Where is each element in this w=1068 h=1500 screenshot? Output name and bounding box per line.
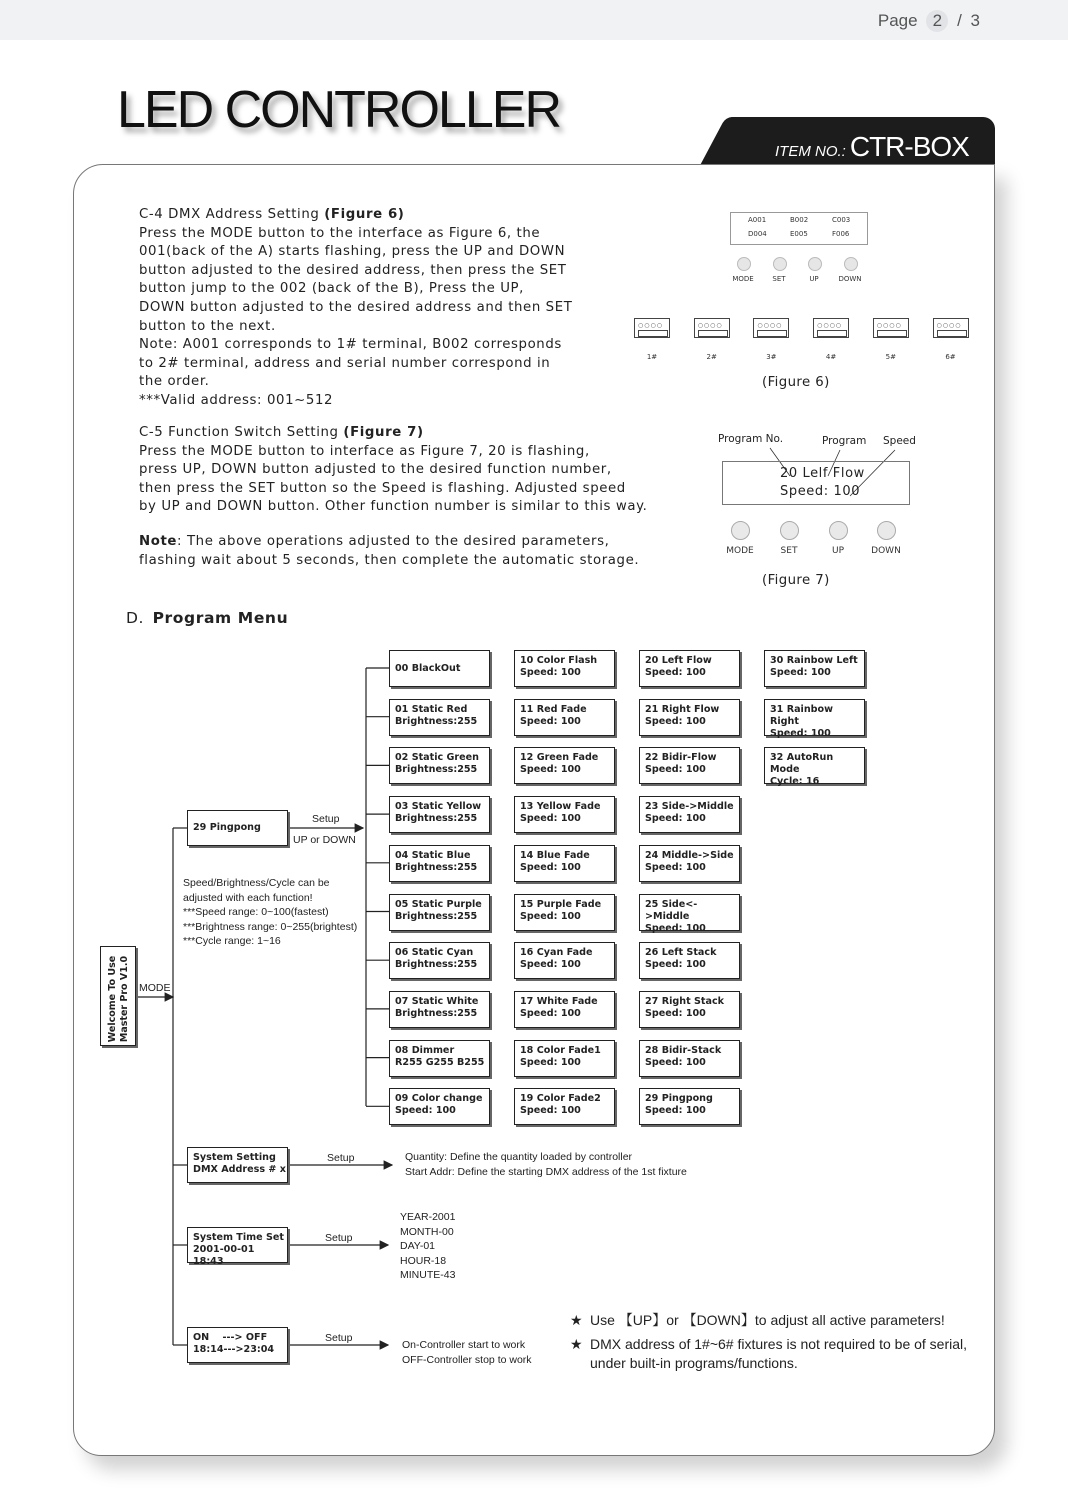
program-param: Brightness:255	[395, 959, 478, 971]
program-name: 25 Side<->Middle	[645, 898, 698, 922]
on-off-box	[187, 1327, 288, 1363]
program-param: Brightness:255	[395, 764, 478, 776]
speed-range-note	[183, 876, 357, 949]
program-name: 10 Color Flash	[520, 655, 598, 666]
program-box	[639, 796, 740, 833]
program-box	[389, 650, 490, 687]
program-name: 32 AutoRun Mode	[770, 752, 834, 776]
on-off-note	[402, 1338, 532, 1367]
program-param: Speed: 100	[645, 1105, 706, 1117]
speed-note-line-4: ***Brightness range: 0~255(brightest)	[183, 920, 358, 933]
welcome-box	[100, 946, 136, 1046]
c4-number: C-4	[139, 207, 164, 222]
time-day: DAY-01	[400, 1240, 436, 1252]
system-setting-box	[187, 1147, 288, 1183]
program-name: 04 Static Blue	[395, 849, 471, 861]
program-box	[639, 894, 740, 934]
item-label: ITEM NO.:	[775, 143, 846, 160]
fig6-address: B002	[790, 216, 809, 224]
program-name: 31 Rainbow Right	[770, 703, 833, 727]
program-box	[639, 991, 740, 1028]
program-param: Speed: 100	[520, 861, 581, 873]
program-name: 11 Red Fade	[520, 703, 587, 715]
program-name: 14 Blue Fade	[520, 849, 590, 861]
terminal-pins: ○○○○	[936, 322, 962, 329]
fig6-button-label: DOWN	[838, 275, 862, 283]
c4-line: Press the MODE button to the interface as Figure 6, the	[139, 225, 541, 241]
program-name: 22 Bidir-Flow	[645, 752, 717, 764]
system-time-setup-label: Setup	[325, 1232, 353, 1244]
speed-note-line-5: ***Cycle range: 1~16	[183, 935, 281, 947]
program-param: Speed: 100	[395, 1105, 456, 1117]
program-param: Speed: 100	[645, 1056, 706, 1068]
program-name: 18 Color Fade1	[520, 1044, 601, 1056]
fig7-label-program: Program	[822, 435, 867, 447]
fig6-address: C003	[832, 216, 851, 224]
fig6-button-label: UP	[809, 275, 819, 283]
terminal-pins: ○○○○	[697, 322, 723, 329]
program-box	[389, 845, 490, 882]
program-box	[514, 845, 615, 882]
program-param: Speed: 100	[645, 667, 706, 678]
program-param: Brightness:255	[395, 1007, 478, 1019]
program-box	[514, 991, 615, 1028]
program-param: Brightness:255	[395, 813, 478, 825]
c5-line: then press the SET button so the Speed is flashing. Adjusted speed	[139, 480, 626, 496]
program-name: 29 Pingpong	[645, 1093, 713, 1105]
program-param: R255 G255 B255	[395, 1056, 485, 1068]
program-param: Brightness:255	[395, 715, 478, 727]
fig7-display-line-2: Speed: 100	[780, 484, 861, 499]
pingpong-label: 29 Pingpong	[193, 822, 261, 833]
welcome-line-2: Master Pro V1.0	[119, 955, 130, 1043]
fig7-label-speed: Speed	[883, 435, 916, 447]
speed-note-line-2: adjusted with each function!	[183, 891, 313, 904]
on-off-line-2: 18:14--->23:04	[193, 1344, 275, 1355]
program-param: Speed: 100	[770, 667, 831, 678]
program-name: 17 White Fade	[520, 995, 598, 1007]
speed-note-line-3: ***Speed range: 0~100(fastest)	[183, 906, 329, 918]
program-name: 15 Purple Fade	[520, 898, 602, 910]
time-minute: MINUTE-43	[400, 1269, 456, 1281]
system-setting-note-1: Quantity: Define the quantity loaded by controller	[405, 1151, 633, 1163]
c5-line: Press the MODE button to interface as Figure 7, 20 is flashing,	[139, 443, 590, 459]
program-name: 01 Static Red	[395, 703, 468, 715]
program-box	[514, 894, 615, 931]
program-param: Brightness:255	[395, 861, 478, 873]
page-current: 2	[926, 10, 948, 32]
program-name: 27 Right Stack	[645, 995, 725, 1007]
program-param: Speed: 100	[520, 764, 581, 776]
program-param: Speed: 100	[520, 667, 581, 678]
program-param: Speed: 100	[520, 959, 581, 971]
program-name: 05 Static Purple	[395, 898, 482, 910]
program-box	[764, 650, 865, 687]
program-box	[389, 699, 490, 736]
c4-line: DOWN button adjusted to the desired address and then SET	[139, 299, 573, 315]
program-box	[639, 699, 740, 736]
fig7-button-label: DOWN	[871, 546, 901, 556]
program-name: 00 BlackOut	[395, 663, 461, 674]
program-box	[389, 1088, 490, 1125]
footnote-2-text-cont: under built-in programs/functions.	[590, 1355, 798, 1371]
c5-note-line-1: : The above operations adjusted to the desired parameters,	[177, 534, 610, 549]
terminal-label: 6#	[945, 353, 956, 361]
star-icon: ★	[570, 1336, 583, 1352]
program-param: Speed: 100	[645, 959, 706, 971]
on-off-line-1: ON ---> OFF	[193, 1332, 268, 1343]
program-param: Speed: 100	[645, 922, 706, 934]
system-time-line-1: System Time Set	[193, 1232, 284, 1243]
program-name: 08 Dimmer	[395, 1044, 455, 1056]
terminal-label: 4#	[825, 353, 837, 361]
time-year: YEAR-2001	[400, 1211, 456, 1223]
program-param: Speed: 100	[645, 813, 706, 825]
program-name: 02 Static Green	[395, 752, 480, 764]
program-name: 21 Right Flow	[645, 703, 720, 715]
c5-heading: Function Switch Setting	[168, 425, 339, 440]
program-box	[639, 650, 740, 687]
program-name: 19 Color Fade2	[520, 1093, 601, 1105]
program-box	[639, 1040, 740, 1077]
program-box	[514, 942, 615, 979]
program-param: Speed: 100	[520, 1105, 581, 1117]
program-box	[764, 747, 865, 788]
footnote-1	[570, 1311, 945, 1330]
program-param: Speed: 100	[520, 1056, 581, 1068]
program-box	[389, 894, 490, 931]
on-off-note-1: On-Controller start to work	[402, 1339, 526, 1351]
program-name: 07 Static White	[395, 995, 479, 1007]
fig7-button-label: SET	[780, 546, 798, 556]
terminal-pins: ○○○○	[638, 322, 663, 329]
footnote-2	[570, 1335, 968, 1373]
time-hour: HOUR-18	[400, 1254, 447, 1267]
program-box	[514, 1040, 615, 1077]
section-d-label: Program Menu	[152, 609, 289, 627]
c4-line: Note: A001 corresponds to 1# terminal, B002 corresponds	[139, 337, 562, 353]
fig6-address: D004	[748, 230, 767, 238]
terminal-label: 3#	[766, 353, 777, 361]
program-box	[639, 1088, 740, 1125]
c5-line: press UP, DOWN button adjusted to the desired function number,	[139, 462, 612, 478]
terminal-label: 2#	[706, 353, 717, 361]
system-setting-line-1: System Setting	[193, 1152, 276, 1163]
c4-line: the order.	[139, 374, 210, 390]
c4-line: ***Valid address: 001~512	[139, 392, 334, 408]
time-values	[400, 1210, 455, 1283]
program-param: Speed: 100	[520, 715, 581, 727]
pingpong-up-down-label: UP or DOWN	[293, 834, 356, 846]
program-name: 30 Rainbow Left	[770, 655, 858, 666]
c4-line: 001(back of the A) starts flashing, press the UP and DOWN	[139, 244, 566, 260]
pingpong-setup-label: Setup	[312, 813, 340, 825]
program-name: 12 Green Fade	[520, 752, 599, 764]
c4-line: button jump to the 002 (back of the B), Press the UP,	[139, 281, 524, 297]
page-separator: /	[957, 11, 962, 30]
program-box	[514, 1088, 615, 1125]
program-param: Brightness:255	[395, 910, 478, 922]
system-time-line-2: 2001-00-01 18:43	[193, 1244, 255, 1267]
c4-line: button adjusted to the desired address, then press the SET	[139, 262, 567, 278]
page-title: LED CONTROLLER	[117, 81, 560, 139]
c4-line: to 2# terminal, address and serial number correspond in	[139, 355, 551, 371]
star-icon: ★	[570, 1312, 583, 1328]
item-value: CTR-BOX	[849, 131, 969, 162]
program-box	[389, 991, 490, 1028]
on-off-setup-label: Setup	[325, 1332, 353, 1344]
program-param: Speed: 100	[520, 910, 581, 922]
program-name: 26 Left Stack	[645, 947, 717, 959]
program-name: 23 Side->Middle	[645, 801, 734, 813]
program-param: Speed: 100	[770, 727, 831, 739]
terminal-pins: ○○○○	[757, 322, 783, 329]
c4-line: button to the next.	[139, 318, 276, 334]
on-off-note-2: OFF-Controller stop to work	[402, 1353, 532, 1366]
fig7-label-program-no: Program No.	[718, 433, 784, 445]
program-box	[514, 650, 615, 687]
program-box	[389, 796, 490, 833]
footnote-1-text: Use 【UP】or 【DOWN】to adjust all active parameters!	[590, 1312, 945, 1328]
program-box	[514, 699, 615, 736]
program-name: 20 Left Flow	[645, 655, 712, 666]
time-month: MONTH-00	[400, 1225, 454, 1238]
program-box	[764, 699, 865, 739]
pingpong-box	[187, 810, 288, 846]
terminal-label: 5#	[885, 353, 896, 361]
c4-fig-ref: (Figure 6)	[324, 207, 405, 222]
mode-label: MODE	[139, 982, 171, 994]
program-name: 16 Cyan Fade	[520, 947, 593, 959]
program-box	[639, 845, 740, 882]
terminal-label: 1#	[646, 353, 658, 361]
program-name: 03 Static Yellow	[395, 801, 482, 813]
system-setting-note-2: Start Addr: Define the starting DMX address of the 1st fixture	[405, 1165, 687, 1178]
fig7-caption: (Figure 7)	[762, 573, 830, 588]
fig7-button-label: UP	[831, 546, 844, 556]
speed-note-line-1: Speed/Brightness/Cycle can be	[183, 877, 330, 889]
program-param: Speed: 100	[520, 813, 581, 825]
fig6-address: F006	[832, 230, 850, 238]
terminal-pins: ○○○○	[817, 322, 843, 329]
program-name: 06 Static Cyan	[395, 947, 474, 959]
program-param: Speed: 100	[645, 764, 706, 776]
program-box	[514, 796, 615, 833]
system-setting-setup-label: Setup	[327, 1152, 355, 1164]
fig6-button-label: SET	[772, 275, 786, 283]
program-param: Speed: 100	[645, 861, 706, 873]
program-param: Speed: 100	[520, 1007, 581, 1019]
program-name: 13 Yellow Fade	[520, 801, 601, 813]
c5-note-line-2: flashing wait about 5 seconds, then complete the automatic storage.	[139, 552, 640, 568]
page-total: 3	[970, 11, 980, 30]
c4-heading: DMX Address Setting	[168, 207, 320, 222]
system-setting-note	[405, 1150, 687, 1179]
program-name: 28 Bidir-Stack	[645, 1044, 722, 1056]
welcome-line-1: Welcome To Use	[107, 955, 118, 1043]
c5-line: by UP and DOWN button. Other function number is similar to this way.	[139, 499, 648, 515]
fig6-button-label: MODE	[732, 275, 754, 283]
system-time-box	[187, 1227, 288, 1267]
program-box	[514, 747, 615, 784]
terminal-pins: ○○○○	[876, 322, 902, 329]
program-box	[389, 747, 490, 784]
program-param: Speed: 100	[645, 1007, 706, 1019]
fig7-display-line-1: 20 Lelf Flow	[780, 466, 865, 481]
program-box	[389, 1040, 490, 1077]
footnote-2-text: DMX address of 1#~6# fixtures is not required to be of serial,	[590, 1336, 968, 1352]
c5-note-label: Note	[139, 534, 178, 549]
fig6-address: A001	[748, 216, 767, 224]
fig7-button-label: MODE	[726, 546, 754, 556]
c5-number: C-5	[139, 425, 164, 440]
program-name: 09 Color change	[395, 1093, 483, 1105]
program-param: Cycle: 16	[770, 776, 820, 788]
fig6-address: E005	[790, 230, 808, 238]
c5-fig-ref: (Figure 7)	[343, 425, 424, 440]
page-label: Page	[877, 11, 918, 30]
system-setting-line-2: DMX Address # x	[193, 1164, 286, 1175]
program-name: 24 Middle->Side	[645, 849, 734, 861]
fig6-caption: (Figure 6)	[762, 375, 830, 390]
program-param: Speed: 100	[645, 715, 706, 727]
section-d-number: D.	[126, 609, 145, 627]
program-box	[639, 747, 740, 784]
program-box	[389, 942, 490, 979]
program-box	[639, 942, 740, 979]
